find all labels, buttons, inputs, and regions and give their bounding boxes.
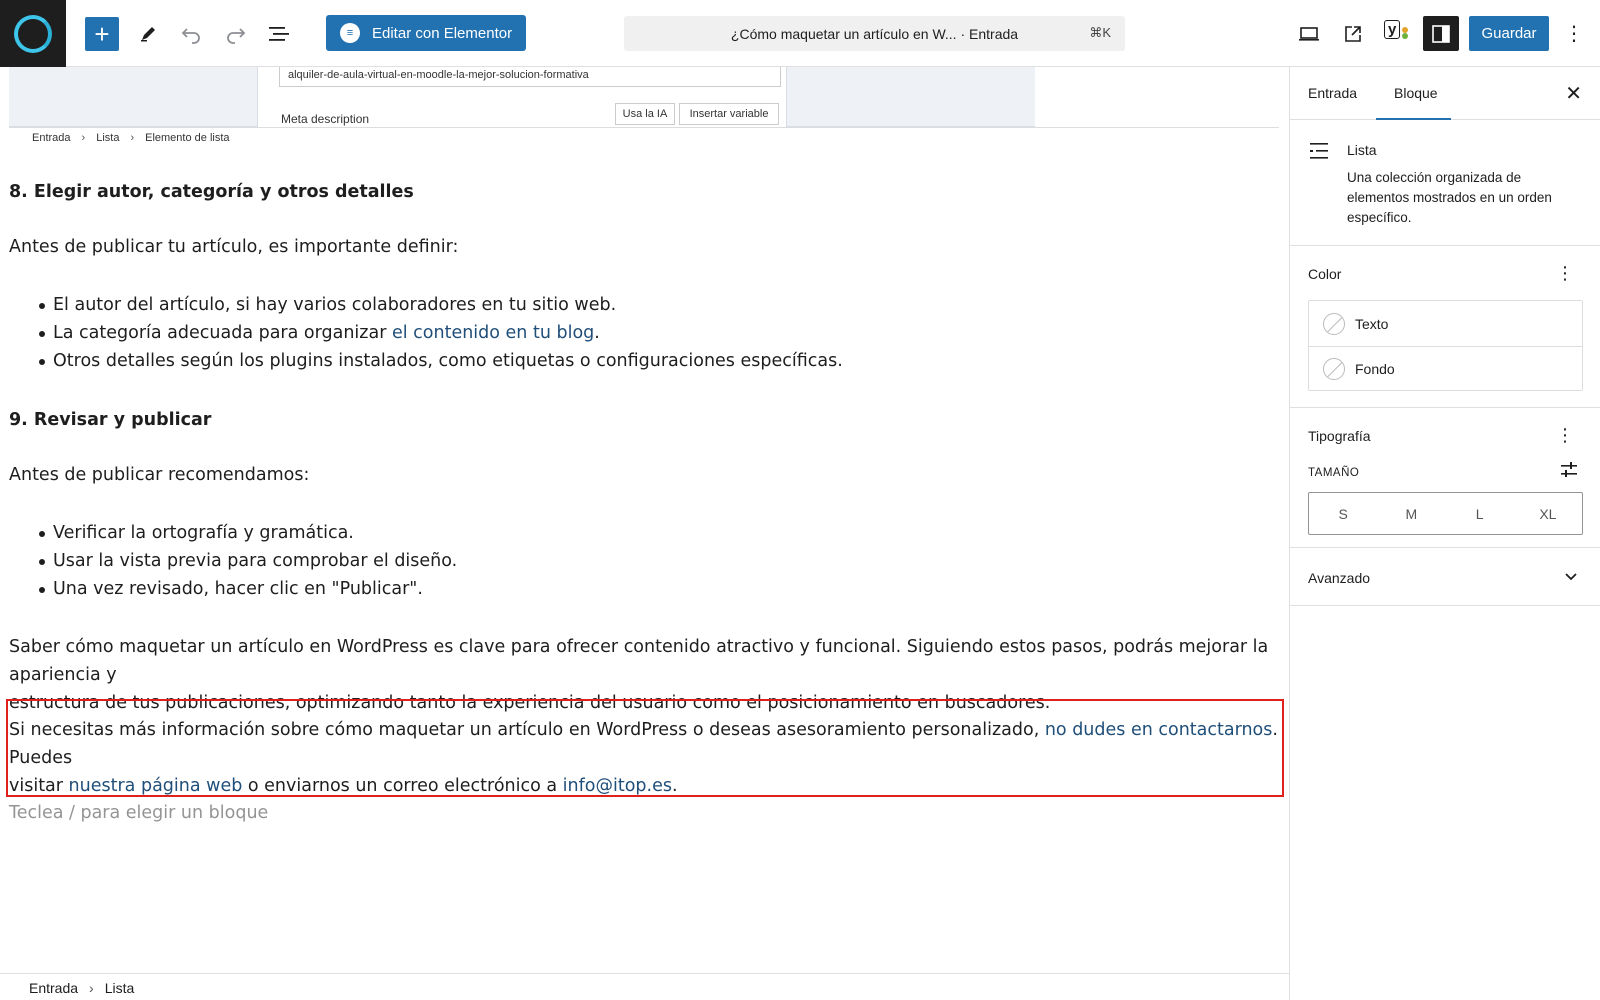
summary-line: estructura de tus publicaciones, optimizando tanto la experiencia del usuario como el posicionamiento en buscadores.	[9, 693, 1051, 713]
empty-swatch-icon	[1323, 358, 1345, 380]
size-option-l[interactable]: L	[1475, 505, 1484, 522]
font-size-picker	[1308, 492, 1583, 535]
elementor-button-label: Editar con Elementor	[372, 24, 513, 42]
desktop-icon	[1298, 25, 1320, 43]
add-block-button[interactable]	[85, 17, 119, 51]
list-item[interactable]	[53, 319, 1279, 347]
command-shortcut: ⌘K	[1089, 25, 1111, 40]
undo-button[interactable]	[174, 17, 208, 51]
image-meta-label: Meta description	[281, 112, 370, 126]
text-color-label: Texto	[1355, 315, 1389, 332]
block-appender-placeholder[interactable]: Teclea / para elegir un bloque	[9, 803, 269, 823]
image-breadcrumb	[9, 127, 1279, 151]
image-crumb: Lista	[96, 132, 120, 144]
list-view-icon	[268, 25, 290, 43]
typography-options-button[interactable]	[1556, 426, 1574, 444]
size-label: TAMAÑO	[1308, 467, 1360, 479]
crumb-separator-icon: ›	[130, 132, 135, 144]
highlight-box	[6, 699, 1284, 797]
pencil-icon	[138, 24, 158, 44]
document-title: ¿Cómo maquetar un artículo en W... · Entrada	[730, 25, 1019, 42]
site-icon	[14, 15, 52, 53]
size-option-s[interactable]: S	[1338, 505, 1348, 522]
background-color-option[interactable]	[1309, 346, 1582, 391]
image-crumb: Entrada	[32, 132, 71, 144]
advanced-panel[interactable]	[1290, 548, 1600, 606]
breadcrumb-item[interactable]: Lista	[104, 980, 135, 996]
preview-device-button[interactable]	[1292, 17, 1326, 51]
contact-text: . Puedes	[9, 720, 1278, 768]
tab-entrada[interactable]: Entrada	[1308, 85, 1358, 101]
kebab-icon: ⋮	[1564, 23, 1584, 45]
summary-line: Saber cómo maquetar un artículo en WordPress es clave para ofrecer contenido atractivo y funcional. Siguiendo estos pasos, podrás mejorar la apariencia y	[9, 637, 1269, 685]
save-button[interactable]: Guardar	[1469, 16, 1549, 51]
yoast-seo-dot	[1402, 33, 1408, 39]
redo-button[interactable]	[219, 17, 253, 51]
editor-top-bar	[0, 0, 1600, 67]
heading-block[interactable]: 8. Elegir autor, categoría y otros detalles	[9, 182, 414, 202]
image-ia-button: Usa la IA	[615, 103, 675, 125]
block-description: Una colección organizada de elementos mostrados en un orden específico.	[1347, 170, 1552, 225]
contact-text: o enviarnos un correo electrónico a	[242, 776, 563, 796]
document-overview-button[interactable]	[262, 17, 296, 51]
contact-link[interactable]: no dudes en contactarnos	[1044, 720, 1273, 740]
kebab-icon: ⋮	[1556, 425, 1574, 445]
list-item[interactable]: Usar la vista previa para comprobar el diseño.	[53, 547, 1279, 575]
custom-size-icon[interactable]	[1560, 462, 1578, 478]
image-slug-field: alquiler-de-aula-virtual-en-moodle-la-mejor-solucion-formativa	[279, 67, 781, 87]
yoast-readability-dot	[1402, 27, 1408, 33]
edit-with-elementor-button[interactable]	[326, 15, 526, 51]
email-link[interactable]: info@itop.es	[562, 776, 672, 796]
contact-text: Si necesitas más información sobre cómo maquetar un artículo en WordPress o deseas asesoramiento personalizado,	[9, 720, 1045, 740]
plus-icon: +	[94, 19, 110, 49]
heading-block[interactable]: 9. Revisar y publicar	[9, 410, 212, 430]
sidebar-tabs	[1290, 67, 1600, 120]
size-option-xl[interactable]: XL	[1539, 505, 1557, 522]
typography-panel	[1290, 408, 1600, 548]
crumb-separator-icon: ›	[89, 980, 94, 996]
yoast-icon: y	[1384, 20, 1400, 39]
sidebar-icon	[1431, 24, 1451, 44]
undo-icon	[180, 24, 202, 44]
list-item[interactable]: Una vez revisado, hacer clic en "Publicar".	[53, 575, 1279, 603]
tab-bloque[interactable]: Bloque	[1394, 85, 1438, 101]
color-panel-title: Color	[1308, 266, 1342, 282]
empty-swatch-icon	[1323, 313, 1345, 335]
breadcrumb-item[interactable]: Entrada	[29, 980, 79, 996]
editor-canvas	[0, 67, 1289, 973]
size-option-m[interactable]: M	[1405, 505, 1418, 522]
list-block[interactable]	[9, 291, 1279, 375]
text-color-option[interactable]	[1309, 301, 1582, 346]
list-item[interactable]: Otros detalles según los plugins instalados, como etiquetas o configuraciones específicas.	[53, 347, 1279, 375]
block-name: Lista	[1347, 142, 1377, 158]
typography-panel-title: Tipografía	[1308, 428, 1371, 444]
tools-button[interactable]	[131, 17, 165, 51]
list-item[interactable]: Verificar la ortografía y gramática.	[53, 519, 1279, 547]
crumb-separator-icon: ›	[81, 132, 86, 144]
image-variable-button: Insertar variable	[679, 103, 779, 125]
chevron-down-icon	[1564, 570, 1578, 584]
kebab-icon: ⋮	[1556, 263, 1574, 283]
close-sidebar-button[interactable]	[1565, 81, 1582, 106]
blog-content-link[interactable]: el contenido en tu blog	[391, 323, 595, 343]
site-logo-button[interactable]	[0, 0, 66, 67]
yoast-seo-button[interactable]	[1384, 20, 1408, 39]
external-link-icon	[1343, 24, 1363, 44]
embedded-screenshot-image[interactable]	[9, 67, 1035, 127]
list-block-icon	[1308, 140, 1330, 162]
block-breadcrumb	[0, 973, 1289, 1000]
contact-text: visitar	[9, 776, 69, 796]
list-item[interactable]: El autor del artículo, si hay varios colaboradores en tu sitio web.	[53, 291, 1279, 319]
list-item-text: .	[594, 323, 600, 343]
redo-icon	[225, 24, 247, 44]
paragraph-block[interactable]: Antes de publicar tu artículo, es importante definir:	[9, 237, 459, 257]
settings-sidebar-toggle[interactable]	[1423, 16, 1459, 51]
close-icon: ✕	[1565, 83, 1582, 105]
image-crumb: Elemento de lista	[145, 132, 230, 144]
block-card	[1290, 120, 1600, 246]
background-color-label: Fondo	[1355, 361, 1395, 377]
list-block[interactable]	[9, 519, 1279, 603]
advanced-panel-title: Avanzado	[1308, 570, 1371, 586]
settings-sidebar	[1289, 67, 1600, 1000]
color-options	[1308, 300, 1583, 391]
list-item-text: La categoría adecuada para organizar	[53, 323, 392, 343]
elementor-icon: ≡	[340, 23, 360, 43]
document-bar[interactable]	[624, 16, 1125, 51]
color-panel	[1290, 246, 1600, 408]
options-menu-button[interactable]	[1557, 17, 1591, 51]
contact-text: .	[671, 776, 678, 796]
website-link[interactable]: nuestra página web	[68, 776, 243, 796]
paragraph-block[interactable]: Antes de publicar recomendamos:	[9, 465, 310, 485]
color-options-button[interactable]	[1556, 264, 1574, 282]
view-post-button[interactable]	[1336, 17, 1370, 51]
